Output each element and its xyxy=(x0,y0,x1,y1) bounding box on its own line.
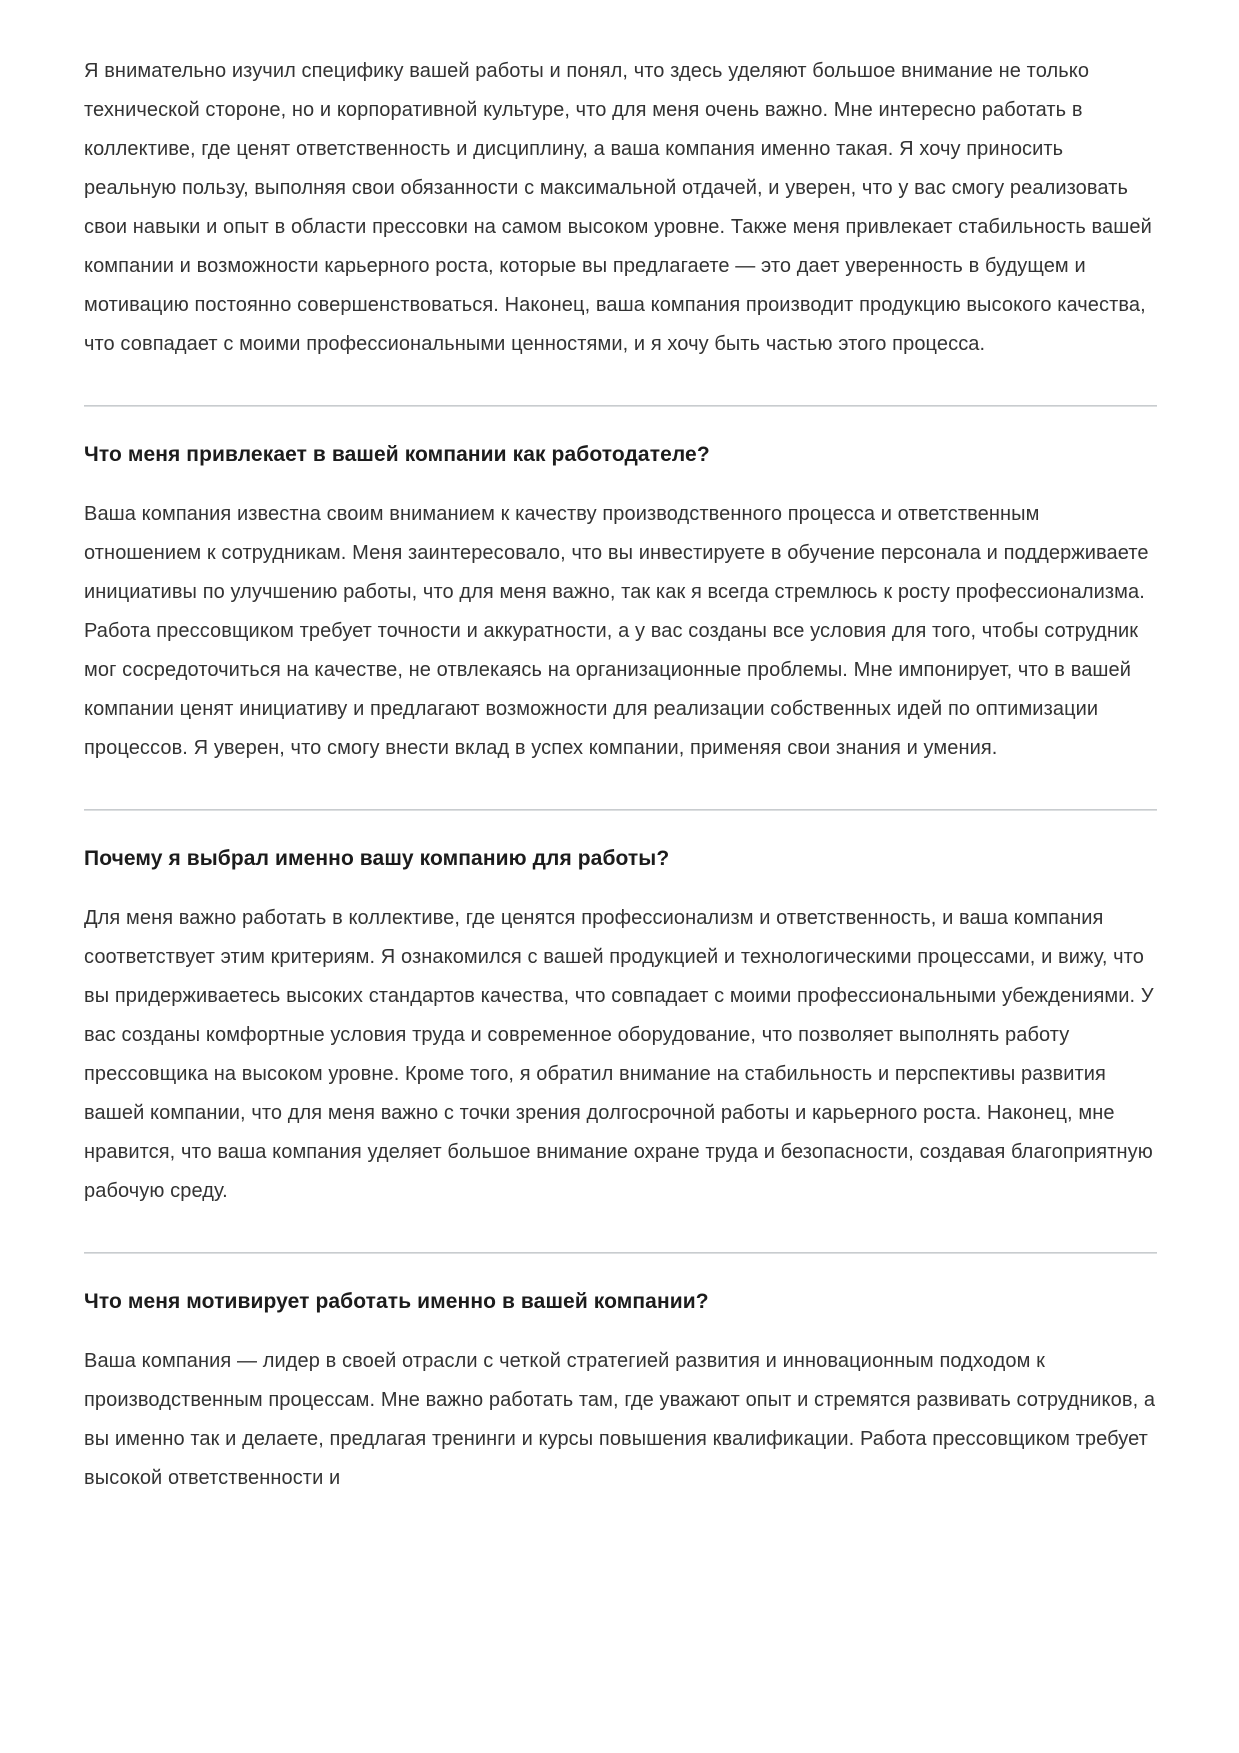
section-employer-attraction xyxy=(84,440,1157,768)
section-heading: Почему я выбрал именно вашу компанию для работы? xyxy=(84,847,670,870)
section-divider xyxy=(84,405,1157,407)
section-why-this-company xyxy=(84,844,1157,1211)
section-heading: Что меня мотивирует работать именно в вашей компании? xyxy=(84,1290,709,1313)
section-motivation xyxy=(84,1287,1157,1498)
section-paragraph: Для меня важно работать в коллективе, где ценятся профессионализм и ответственность, и ваша компания соответствует этим критериям. Я ознакомился с вашей продукцией и технологическими процессами, и вижу, что вы придерживаетесь высоких стандартов качества, что совпадает с моими профессиональными убеждениями. У вас созданы комфортные условия труда и современное оборудование, что позволяет выполнять работу прессовщика на высоком уровне. Кроме того, я обратил внимание на стабильность и перспективы развития вашей компании, что для меня важно с точки зрения долгосрочной работы и карьерного роста. Наконец, мне нравится, что ваша компания уделяет большое внимание охране труда и безопасности, создавая благоприятную рабочую среду. xyxy=(84,907,1154,1202)
section-paragraph: Ваша компания известна своим вниманием к качеству производственного процесса и ответственным отношением к сотрудникам. Меня заинтересовало, что вы инвестируете в обучение персонала и поддерживаете инициативы по улучшению работы, что для меня важно, так как я всегда стремлюсь к росту профессионализма. Работа прессовщиком требует точности и аккуратности, а у вас созданы все условия для того, чтобы сотрудник мог сосредоточиться на качестве, не отвлекаясь на организационные проблемы. Мне импонирует, что в вашей компании ценят инициативу и предлагают возможности для реализации собственных идей по оптимизации процессов. Я уверен, что смогу внести вклад в успех компании, применяя свои знания и умения. xyxy=(84,503,1149,759)
section-divider xyxy=(84,1252,1157,1254)
section-heading: Что меня привлекает в вашей компании как работодателе? xyxy=(84,443,710,466)
section-paragraph: Ваша компания — лидер в своей отрасли с четкой стратегией развития и инновационным подходом к производственным процессам. Мне важно работать там, где уважают опыт и стремятся развивать сотрудников, а вы именно так и делаете, предлагая тренинги и курсы повышения квалификации. Работа прессовщиком требует высокой ответственности и xyxy=(84,1350,1156,1489)
section-divider xyxy=(84,809,1157,811)
intro-paragraph: Я внимательно изучил специфику вашей работы и понял, что здесь уделяют большое внимание не только технической стороне, но и корпоративной культуре, что для меня очень важно. Мне интересно работать в коллективе, где ценят ответственность и дисциплину, а ваша компания именно такая. Я хочу приносить реальную пользу, выполняя свои обязанности с максимальной отдачей, и уверен, что у вас смогу реализовать свои навыки и опыт в области прессовки на самом высоком уровне. Также меня привлекает стабильность вашей компании и возможности карьерного роста, которые вы предлагаете — это дает уверенность в будущем и мотивацию постоянно совершенствоваться. Наконец, ваша компания производит продукцию высокого качества, что совпадает с моими профессиональными ценностями, и я хочу быть частью этого процесса. xyxy=(84,60,1152,355)
